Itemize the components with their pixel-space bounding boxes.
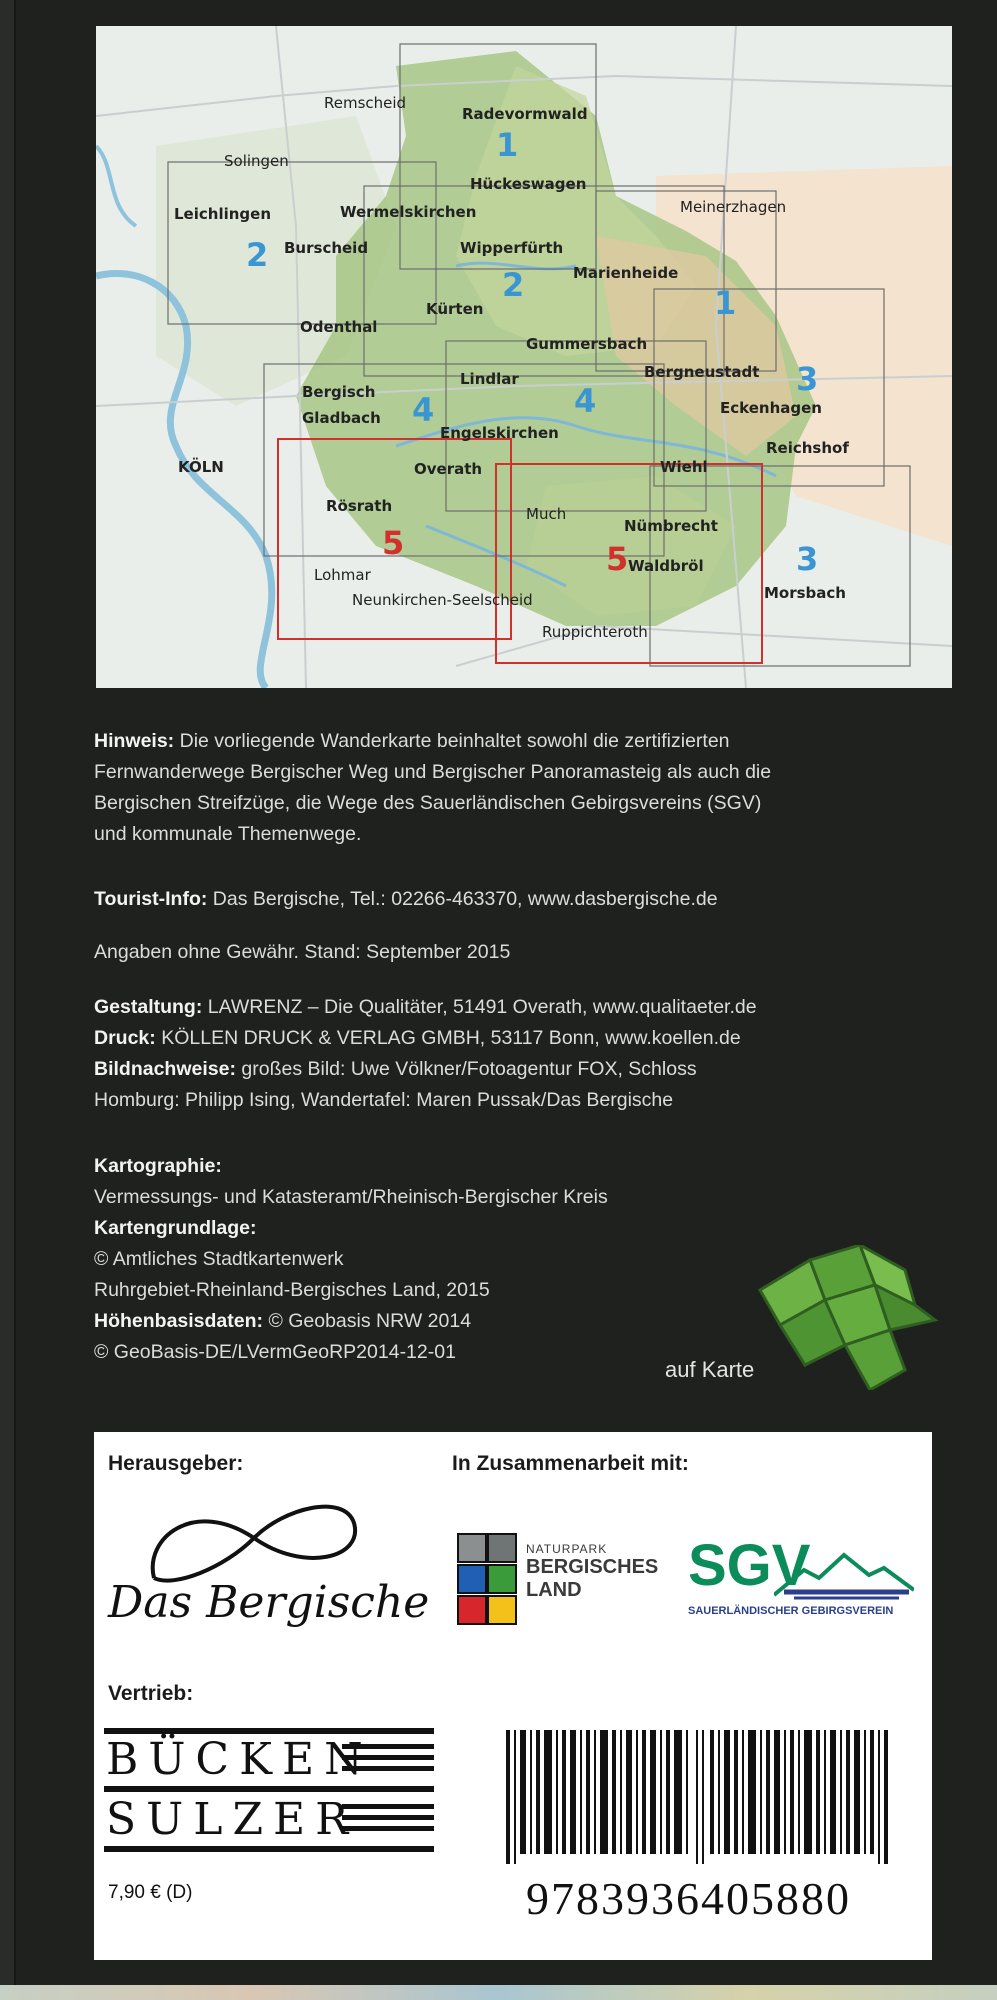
- section-number: 4: [412, 391, 435, 429]
- hinweis-paragraph: [94, 726, 771, 850]
- town-label: Eckenhagen: [720, 399, 822, 417]
- town-label: Reichshof: [766, 439, 849, 457]
- bild-text: Homburg: Philipp Ising, Wandertafel: Maren Pussak/Das Bergische: [94, 1089, 674, 1111]
- town-label: Gladbach: [302, 409, 381, 427]
- section-number: 4: [574, 382, 597, 420]
- town-label: Lohmar: [314, 566, 371, 584]
- town-label: Hückeswagen: [470, 175, 587, 193]
- credits: [94, 992, 757, 1116]
- town-label: Marienheide: [573, 264, 679, 282]
- town-label: Gummersbach: [526, 335, 648, 353]
- overview-map: [96, 26, 952, 688]
- das-bergische-logo-swoosh: [134, 1498, 394, 1588]
- karto-text: Vermessungs- und Katasteramt/Rheinisch-Bergischer Kreis: [94, 1186, 608, 1208]
- town-label: Bergisch: [302, 383, 376, 401]
- sgv-mountain-icon: [774, 1550, 914, 1600]
- town-label: Waldbröl: [628, 557, 704, 575]
- bild-text: großes Bild: Uwe Völkner/Fotoagentur FOX, Schloss: [235, 1058, 697, 1080]
- grundlage-text: Ruhrgebiet-Rheinland-Bergisches Land, 2015: [94, 1279, 490, 1301]
- distributor-logo-text: BÜCKEN: [106, 1734, 373, 1785]
- hinweis-text: Die vorliegende Wanderkarte beinhaltet sowohl die zertifizierten: [174, 730, 730, 752]
- town-label: Meinerzhagen: [680, 198, 787, 216]
- tourist-info: [94, 884, 718, 915]
- sgv-full-name: SAUERLÄNDISCHER GEBIRGSVEREIN: [688, 1605, 894, 1617]
- section-number: 1: [496, 126, 519, 164]
- town-label: Remscheid: [324, 94, 407, 112]
- section-number: 5: [382, 524, 405, 562]
- town-label: Bergneustadt: [644, 363, 760, 381]
- disclaimer-text: Angaben ohne Gewähr. Stand: September 2015: [94, 941, 511, 963]
- hoehen-label: Höhenbasisdaten:: [94, 1310, 264, 1332]
- town-label: Lindlar: [460, 370, 519, 388]
- grundlage-text: © Amtliches Stadtkartenwerk: [94, 1248, 344, 1270]
- town-label: Burscheid: [284, 239, 369, 257]
- sgv-logo-text: SGV: [688, 1533, 811, 1598]
- cartography-credits: [94, 1151, 608, 1368]
- town-label: Nümbrecht: [624, 517, 718, 535]
- map-strip: [0, 1985, 997, 2000]
- geobasis-text: © GeoBasis-DE/LVermGeoRP2014-12-01: [94, 1341, 456, 1363]
- town-label: Wermelskirchen: [340, 203, 477, 221]
- distributor-logo-text: SULZER: [106, 1794, 359, 1845]
- publisher-panel: [94, 1432, 932, 1960]
- druck-label: Druck:: [94, 1027, 156, 1049]
- grundlage-label: Kartengrundlage:: [94, 1217, 257, 1239]
- town-label: Wipperfürth: [460, 239, 564, 257]
- naturpark-name: BERGISCHES: [526, 1556, 659, 1578]
- town-label: Radevormwald: [462, 105, 588, 123]
- section-number: 2: [246, 236, 269, 274]
- section-number: 3: [796, 540, 819, 578]
- druck-text: KÖLLEN DRUCK & VERLAG GMBH, 53117 Bonn, www.koellen.de: [155, 1027, 741, 1049]
- map-tiles-icon: [755, 1245, 940, 1390]
- gestaltung-label: Gestaltung:: [94, 996, 203, 1018]
- auf-karte-label: auf Karte: [665, 1357, 755, 1382]
- tourist-label: Tourist-Info:: [94, 888, 208, 910]
- cover-edge: [0, 0, 16, 2000]
- town-label: Neunkirchen-Seelscheid: [352, 591, 533, 609]
- town-label: Odenthal: [300, 318, 378, 336]
- disclaimer: [94, 937, 510, 968]
- hinweis-text: Fernwanderwege Bergischer Weg und Bergischer Panoramasteig als auch die: [94, 761, 772, 783]
- zusammenarbeit-label: In Zusammenarbeit mit:: [452, 1452, 689, 1475]
- hinweis-text: und kommunale Themenwege.: [94, 823, 362, 845]
- das-bergische-logo-text: Das Bergische: [108, 1577, 430, 1628]
- town-label: Ruppichteroth: [542, 623, 648, 641]
- town-label: KÖLN: [178, 458, 224, 476]
- vertrieb-label: Vertrieb:: [108, 1682, 194, 1705]
- gestaltung-text: LAWRENZ – Die Qualitäter, 51491 Overath, www.qualitaeter.de: [202, 996, 757, 1018]
- town-label: Engelskirchen: [440, 424, 559, 442]
- town-label: Rösrath: [326, 497, 393, 515]
- section-number: 3: [796, 360, 819, 398]
- town-label: Overath: [414, 460, 483, 478]
- hinweis-text: Bergischen Streifzüge, die Wege des Sauerländischen Gebirgsvereins (SGV): [94, 792, 762, 814]
- karto-label: Kartographie:: [94, 1155, 222, 1177]
- town-label: Solingen: [224, 152, 289, 170]
- naturpark-label: NATURPARK: [526, 1542, 608, 1556]
- price: 7,90 € (D): [108, 1882, 193, 1903]
- town-label: Wiehl: [660, 458, 708, 476]
- naturpark-name: LAND: [526, 1579, 582, 1601]
- hinweis-label: Hinweis:: [94, 730, 175, 752]
- hoehen-text: © Geobasis NRW 2014: [263, 1310, 472, 1332]
- isbn-barcode: [506, 1730, 900, 1864]
- tourist-text: Das Bergische, Tel.: 02266-463370, www.dasbergische.de: [207, 888, 718, 910]
- bild-label: Bildnachweise:: [94, 1058, 236, 1080]
- section-number: 5: [606, 540, 629, 578]
- section-number: 1: [714, 284, 737, 322]
- section-number: 2: [502, 266, 525, 304]
- naturpark-logo-icon: [456, 1532, 520, 1628]
- town-label: Morsbach: [764, 584, 846, 602]
- herausgeber-label: Herausgeber:: [108, 1452, 244, 1475]
- town-label: Leichlingen: [174, 205, 271, 223]
- isbn-number: 9783936405880: [526, 1873, 851, 1924]
- town-label: Kürten: [426, 300, 484, 318]
- town-label: Much: [526, 505, 567, 523]
